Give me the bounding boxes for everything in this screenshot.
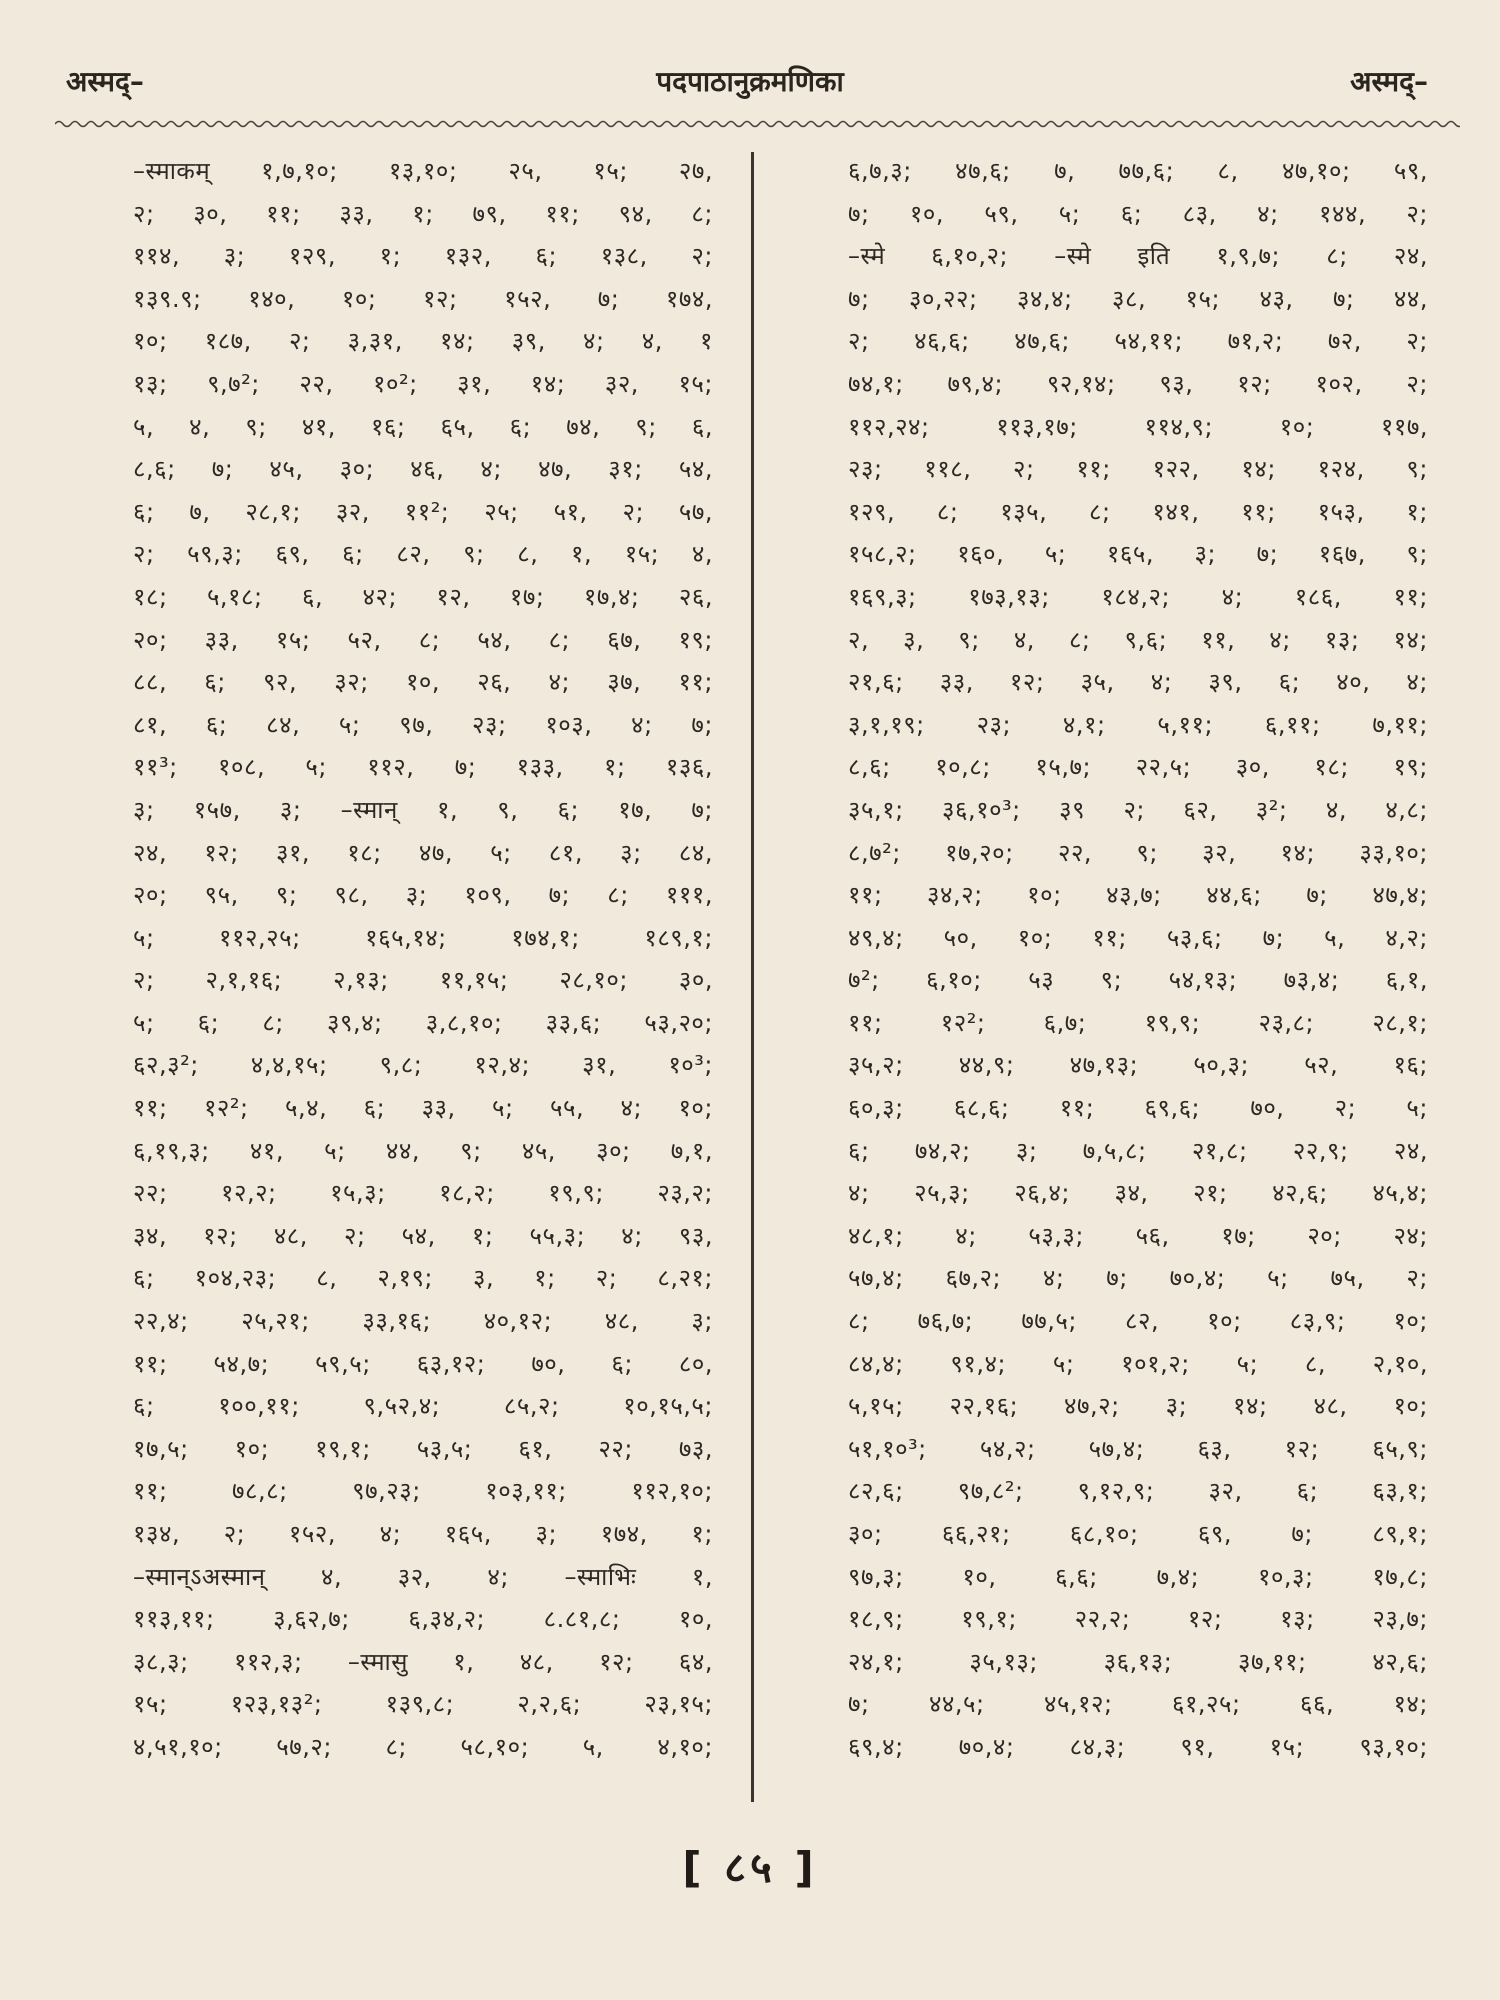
index-line: २२,४; २५,२१; ३३,१६; ४०,१२; ४८, ३; [133, 1307, 713, 1336]
index-line: ११³; १०८, ५; ११२, ७; १३३, १; १३६, [133, 753, 713, 782]
index-line: ७; ४४,५; ४५,१२; ६१,२५; ६६, १४; [848, 1690, 1428, 1719]
index-line: ३०; ६६,२१; ६८,१०; ६९, ७; ८९,१; [848, 1520, 1428, 1548]
index-line: ११३,११; ३,६२,७; ६,३४,२; ८.८१,८; १०, [133, 1605, 713, 1634]
index-line: २३; ११८, २; ११; १२२, १४; १२४, ९; [848, 455, 1428, 484]
left-column [133, 150, 713, 1810]
index-line: ५; ६; ८; ३९,४; ३,८,१०; ३३,६; ५३,२०; [133, 1008, 713, 1037]
index-line: ५,१५; २२,१६; ४७,२; ३; १४; ४८, १०; [848, 1392, 1428, 1421]
index-line: १३; ९,७²; २२, १०²; ३१, १४; ३२, १५; [133, 369, 713, 398]
index-line: ६; ७, २८,१; ३२, ११²; २५; ५१, २; ५७, [133, 497, 713, 526]
index-line: ६९,४; ७०,४; ८४,३; ९१, १५; ९३,१०; [848, 1732, 1428, 1761]
index-line: ४,५१,१०; ५७,२; ८; ५८,१०; ५, ४,१०; [133, 1732, 713, 1761]
index-line: –स्मान्ऽअस्मान् ४, ३२, ४; –स्माभिः १, [133, 1562, 713, 1591]
index-line: १८; ५,१८; ६, ४२; १२, १७; १७,४; २६, [133, 582, 713, 611]
index-line: –स्माकम् १,७,१०; १३,१०; २५, १५; २७, [133, 157, 713, 185]
index-line: ७; १०, ५९, ५; ६; ८३, ४; १४४, २; [848, 199, 1428, 228]
index-line: ११; ७८,८; ९७,२३; १०३,११; ११२,१०; [133, 1477, 713, 1506]
index-line: ८१, ६; ८४, ५; ९७, २३; १०३, ४; ७; [133, 710, 713, 739]
index-line: ९७,३; १०, ६,६; ७,४; १०,३; १७,८; [848, 1562, 1428, 1591]
index-line: ५, ४, ९; ४१, १६; ६५, ६; ७४, ९; ६, [133, 412, 713, 441]
index-line: ३; १५७, ३; –स्मान् १, ९, ६; १७, ७; [133, 795, 713, 824]
index-line: ८,६; १०,८; १५,७; २२,५; ३०, १८; १९; [848, 753, 1428, 782]
index-line: ३४, १२; ४८, २; ५४, १; ५५,३; ४; ९३, [133, 1221, 713, 1250]
index-line: २; ५९,३; ६९, ६; ८२, ९; ८, १, १५; ४, [133, 540, 713, 569]
index-line: ११; १२²; ५,४, ६; ३३, ५; ५५, ४; १०; [133, 1094, 713, 1123]
index-line: १८,९; १९,१; २२,२; १२; १३; २३,७; [848, 1605, 1428, 1634]
header-left-guideword: अस्मद्– [66, 65, 144, 98]
index-line: २०; ३३, १५; ५२, ८; ५४, ८; ६७, १९; [133, 625, 713, 654]
index-line: ६,१९,३; ४१, ५; ४४, ९; ४५, ३०; ७,१, [133, 1136, 713, 1165]
index-line: ११; ५४,७; ५९,५; ६३,१२; ७०, ६; ८०, [133, 1349, 713, 1378]
running-header [0, 62, 1500, 112]
page-number: [ ८५ ] [682, 1843, 818, 1892]
right-column [848, 150, 1428, 1810]
index-line: ६; ७४,२; ३; ७,५,८; २१,८; २२,९; २४, [848, 1136, 1428, 1165]
index-line: ७²; ६,१०; ५३ ९; ५४,१३; ७३,४; ६,१, [848, 966, 1428, 995]
header-title: पदपाठानुक्रमणिका [656, 65, 844, 98]
index-line: १३४, २; १५२, ४; १६५, ३; १७४, १; [133, 1520, 713, 1548]
index-line: ८८, ६; ९२, ३२; १०, २६, ४; ३७, ११; [133, 668, 713, 697]
index-line: १५८,२; १६०, ५; १६५, ३; ७; १६७, ९; [848, 540, 1428, 569]
header-wavy-rule [55, 118, 1460, 130]
index-line: २१,६; ३३, १२; ३५, ४; ३९, ६; ४०, ४; [848, 668, 1428, 697]
index-line: ४९,४; ५०, १०; ११; ५३,६; ७; ५, ४,२; [848, 923, 1428, 952]
index-line: ११; १२²; ६,७; १९,९; २३,८; २८,१; [848, 1008, 1428, 1037]
index-line: २४, १२; ३१, १८; ४७, ५; ८१, ३; ८४, [133, 838, 713, 867]
index-line: २४,१; ३५,१३; ३६,१३; ३७,११; ४२,६; [848, 1647, 1428, 1676]
index-line: ८२,६; ९७,८²; ९,१२,९; ३२, ६; ६३,१; [848, 1477, 1428, 1506]
index-line: १७,५; १०; १९,१; ५३,५; ६१, २२; ७३, [133, 1434, 713, 1463]
index-line: ३,१,१९; २३; ४,१; ५,११; ६,११; ७,११; [848, 710, 1428, 739]
index-line: ३५,१; ३६,१०³; ३९ २; ६२, ३²; ४, ४,८; [848, 795, 1428, 824]
index-line: २, ३, ९; ४, ८; ९,६; ११, ४; १३; १४; [848, 625, 1428, 654]
index-line: ५७,४; ६७,२; ४; ७; ७०,४; ५; ७५, २; [848, 1264, 1428, 1293]
index-line: –स्मे ६,१०,२; –स्मे इति १,९,७; ८; २४, [848, 242, 1428, 271]
index-line: १५; १२३,१३²; १३९,८; २,२,६; २३,१५; [133, 1690, 713, 1719]
index-line: ३८,३; ११२,३; –स्मासु १, ४८, १२; ६४, [133, 1647, 713, 1676]
index-line: २; ३०, ११; ३३, १; ७९, ११; ९४, ८; [133, 199, 713, 228]
index-line: १६९,३; १७३,१३; १८४,२; ४; १८६, ११; [848, 582, 1428, 611]
index-line: ४; २५,३; २६,४; ३४, २१; ४२,६; ४५,४; [848, 1179, 1428, 1208]
index-line: ७४,१; ७९,४; ९२,१४; ९३, १२; १०२, २; [848, 369, 1428, 398]
index-line: ५; ११२,२५; १६५,१४; १७४,१; १८९,१; [133, 923, 713, 952]
index-line: ४८,१; ४; ५३,३; ५६, १७; २०; २४; [848, 1221, 1428, 1250]
index-line: ६; १००,११; ९,५२,४; ८५,२; १०,१५,५; [133, 1392, 713, 1421]
header-right-guideword: अस्मद्– [1350, 65, 1428, 98]
index-line: २२; १२,२; १५,३; १८,२; १९,९; २३,२; [133, 1179, 713, 1208]
index-line: ८,६; ७; ४५, ३०; ४६, ४; ४७, ३१; ५४, [133, 455, 713, 484]
index-line: १३९.९; १४०, १०; १२; १५२, ७; १७४, [133, 284, 713, 313]
index-line: १२९, ८; १३५, ८; १४१, ११; १५३, १; [848, 497, 1428, 526]
index-line: २; २,१,१६; २,१३; ११,१५; २८,१०; ३०, [133, 966, 713, 995]
index-line: ६२,३²; ४,४,१५; ९,८; १२,४; ३१, १०³; [133, 1051, 713, 1080]
index-line: २; ४६,६; ४७,६; ५४,११; ७१,२; ७२, २; [848, 327, 1428, 356]
column-divider [751, 152, 754, 1802]
index-line: ३५,२; ४४,९; ४७,१३; ५०,३; ५२, १६; [848, 1051, 1428, 1080]
index-line: ७; ३०,२२; ३४,४; ३८, १५; ४३, ७; ४४, [848, 284, 1428, 313]
index-line: १०; १८७, २; ३,३१, १४; ३९, ४; ४, १ [133, 327, 713, 356]
index-line: ६,७,३; ४७,६; ७, ७७,६; ८, ४७,१०; ५९, [848, 157, 1428, 185]
index-line: ८,७²; १७,२०; २२, ९; ३२, १४; ३३,१०; [848, 838, 1428, 867]
index-line: ६; १०४,२३; ८, २,१९; ३, १; २; ८,२१; [133, 1264, 713, 1293]
index-line: ६०,३; ६८,६; ११; ६९,६; ७०, २; ५; [848, 1094, 1428, 1123]
index-line: ११४, ३; १२९, १; १३२, ६; १३८, २; [133, 242, 713, 271]
index-line: ५१,१०³; ५४,२; ५७,४; ६३, १२; ६५,९; [848, 1434, 1428, 1463]
index-line: ८; ७६,७; ७७,५; ८२, १०; ८३,९; १०; [848, 1307, 1428, 1336]
index-line: ११२,२४; ११३,१७; ११४,९; १०; ११७, [848, 412, 1428, 441]
index-line: २०; ९५, ९; ९८, ३; १०९, ७; ८; १११, [133, 881, 713, 910]
index-line: ११; ३४,२; १०; ४३,७; ४४,६; ७; ४७,४; [848, 881, 1428, 910]
index-line: ८४,४; ९१,४; ५; १०१,२; ५; ८, २,१०, [848, 1349, 1428, 1378]
